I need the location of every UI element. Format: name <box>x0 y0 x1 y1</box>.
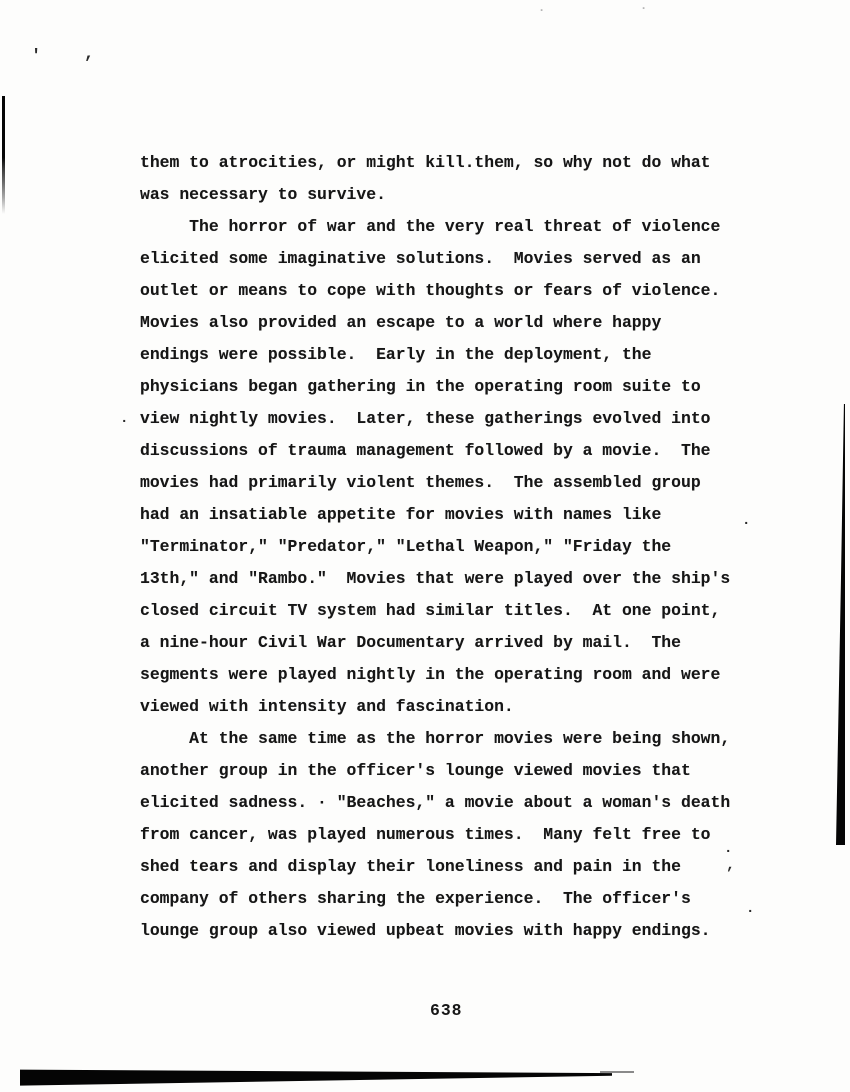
text-line: physicians began gathering in the operating room suite to <box>140 377 701 396</box>
document-text <box>140 147 733 947</box>
text-line: elicited some imaginative solutions. Movies served as an <box>140 249 701 268</box>
text-line: another group in the officer's lounge viewed movies that <box>140 761 691 780</box>
text-line: elicited sadness. · "Beaches," a movie about a woman's death <box>140 793 731 812</box>
page-number: 638 <box>430 1001 463 1020</box>
text-line: viewed with intensity and fascination. <box>140 697 514 716</box>
stray-ink-mark: , <box>84 45 95 64</box>
text-line: 13th," and "Rambo." Movies that were played over the ship's <box>140 569 731 588</box>
text-line: The horror of war and the very real threat of violence <box>140 217 721 236</box>
text-line: outlet or means to cope with thoughts or fears of violence. <box>140 281 721 300</box>
stray-ink-mark: . <box>538 1 546 15</box>
text-line: At the same time as the horror movies were being shown, <box>140 729 731 748</box>
text-line: them to atrocities, or might kill.them, so why not do what <box>140 153 711 172</box>
left-margin-scan-line <box>2 96 5 214</box>
stray-ink-mark: . <box>724 841 733 857</box>
text-line: discussions of trauma management followed by a movie. The <box>140 441 711 460</box>
text-line: movies had primarily violent themes. The assembled group <box>140 473 701 492</box>
text-line: segments were played nightly in the operating room and were <box>140 665 721 684</box>
stray-ink-mark: . <box>120 411 129 427</box>
text-line: from cancer, was played numerous times. Many felt free to <box>140 825 711 844</box>
text-line: had an insatiable appetite for movies with names like <box>140 505 662 524</box>
text-line: a nine-hour Civil War Documentary arrived by mail. The <box>140 633 681 652</box>
text-line: shed tears and display their loneliness and pain in the <box>140 857 681 876</box>
text-line: "Terminator," "Predator," "Lethal Weapon," "Friday the <box>140 537 672 556</box>
text-line: company of others sharing the experience. The officer's <box>140 889 691 908</box>
text-line: Movies also provided an escape to a world where happy <box>140 313 662 332</box>
stray-ink-mark: , <box>726 857 736 874</box>
bottom-scan-bar <box>20 1069 612 1086</box>
stray-ink-mark: . <box>742 513 751 529</box>
right-edge-scan-bar <box>836 404 845 845</box>
text-line: endings were possible. Early in the deployment, the <box>140 345 652 364</box>
text-line: closed circuit TV system had similar titles. At one point, <box>140 601 721 620</box>
stray-ink-mark: . <box>640 0 648 13</box>
text-line: was necessary to survive. <box>140 185 386 204</box>
bottom-scan-bar-tail <box>600 1071 634 1073</box>
text-line: view nightly movies. Later, these gatherings evolved into <box>140 409 711 428</box>
text-line: lounge group also viewed upbeat movies with happy endings. <box>140 921 711 940</box>
stray-ink-mark: ' <box>31 47 42 66</box>
stray-ink-mark: . <box>746 901 755 917</box>
